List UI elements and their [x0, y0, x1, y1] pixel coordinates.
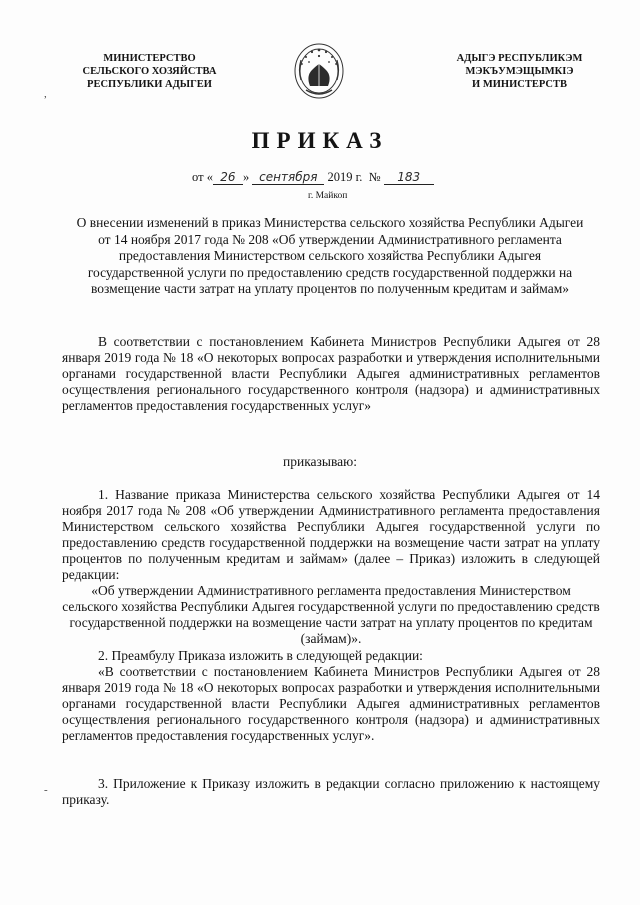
order-subject: О внесении изменений в приказ Министерства сельского хозяйства Республики Адыгеи от 14 ноября 2017 года № 208 «Об утверждении Административного регламента предоставления Министерством сельского хозяйства Республики Адыгея государственной услуги по предоставлению средств государственной поддержки на возмещение части затрат на уплату процентов по полученным кредитам и займам» [76, 215, 584, 296]
item-1-paragraph: 1. Название приказа Министерства сельского хозяйства Республики Адыгея от 14 ноября 2017 года № 208 «Об утверждении Административного регламента предоставления Министерством сельского хозяйства Республики Адыгея государственной услуги по предоставлению средств государственной поддержки на возмещение части затрат на уплату процентов по полученным кредитам и займам» (далее – Приказ) изложить в следующей редакции: [62, 487, 600, 582]
item-2-paragraph: 2. Преамбулу Приказа изложить в следующей редакции: [98, 648, 423, 663]
order-word: приказываю: [283, 454, 357, 469]
item-3-paragraph: 3. Приложение к Приказу изложить в редакции согласно приложению к настоящему приказу. [62, 776, 600, 807]
adygea-coat-of-arms-icon [292, 40, 346, 102]
ministry-name-line: МЭКЪУМЭЩЫМКIЭ [465, 66, 574, 77]
order-date-line [192, 170, 434, 185]
item-2-new-preamble: «В соответствии с постановлением Кабинета Министров Республики Адыгея от 28 января 2019 года № 18 «О некоторых вопросах разработки и утверждения исполнительными органами государственной власти Республики Адыгея административных регламентов осуществления регионального государственного контроля (надзора) и административных регламентов предоставления государственных услуг». [62, 664, 600, 743]
preamble-paragraph: В соответствии с постановлением Кабинета Министров Республики Адыгея от 28 января 2019 года № 18 «О некоторых вопросах разработки и утверждения исполнительными органами государственной власти Республики Адыгея административных регламентов осуществления регионального государственного контроля (надзора) и административных регламентов предоставления государственных услуг» [62, 334, 600, 413]
date-prefix: от [192, 170, 204, 184]
ministry-name-line: СЕЛЬСКОГО ХОЗЯЙСТВА [82, 66, 217, 77]
ministry-name-adyghe [432, 52, 607, 91]
handwritten-month: сентября [252, 170, 324, 185]
margin-mark: - [44, 784, 48, 796]
ministry-name-line: МИНИСТЕРСТВО [103, 53, 196, 64]
date-open-quote: « [206, 170, 213, 184]
ministry-name-line: И МИНИСТЕРСТВ [472, 79, 567, 90]
item-1-new-title-quote: «Об утверждении Административного регламента предоставления Министерством сельского хозяйства Республики Адыгея государственной услуги по предоставлению средств государственной поддержки на возмещение части затрат на уплату процентов по кредитам (займам)». [62, 583, 600, 646]
date-year: 2019 г. [327, 170, 363, 184]
date-close-quote: » [242, 170, 250, 184]
handwritten-order-number: 183 [384, 170, 434, 185]
ministry-name-russian [62, 52, 237, 91]
document-title: ПРИКАЗ [251, 128, 389, 153]
ministry-name-line: РЕСПУБЛИКИ АДЫГЕИ [87, 79, 212, 90]
handwritten-day: 26 [213, 170, 243, 185]
ministry-name-line: АДЫГЭ РЕСПУБЛИКЭМ [456, 53, 583, 64]
number-sign: № [368, 170, 381, 184]
city-label: г. Майкоп [308, 191, 348, 201]
margin-mark: , [44, 88, 47, 100]
